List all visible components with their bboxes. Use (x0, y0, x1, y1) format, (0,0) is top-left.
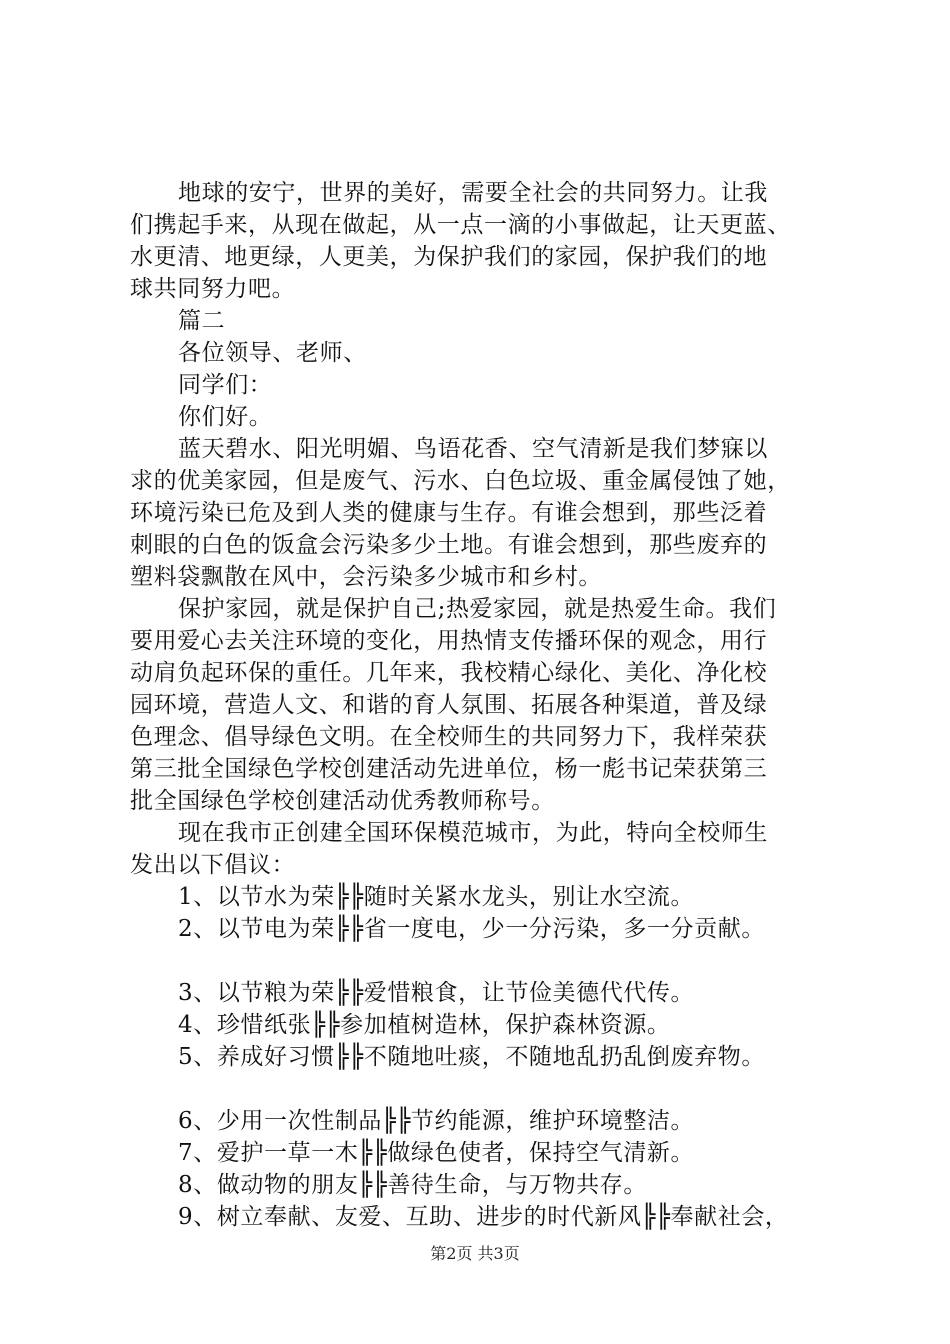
paragraph-line: 园环境，营造人文、和谐的育人氛围、拓展各种渠道，普及绿 (130, 692, 768, 718)
salutation-line: 各位领导、老师、 (178, 340, 367, 366)
list-item: 4、珍惜纸张╠╠参加植树造林，保护森林资源。 (178, 1012, 671, 1038)
blank-line (130, 945, 830, 977)
paragraph-line: 色理念、倡导绿色文明。在全校师生的共同努力下，我样荣获 (130, 724, 768, 750)
list-item: 2、以节电为荣╠╠省一度电，少一分污染，多一分贡献。 (178, 916, 765, 942)
paragraph-line: 们携起手来，从现在做起，从一点一滴的小事做起，让天更蓝、 (130, 212, 791, 238)
list-item: 5、养成好习惯╠╠不随地吐痰，不随地乱扔乱倒废弃物。 (178, 1044, 765, 1070)
paragraph-line: 环境污染已危及到人类的健康与生存。有谁会想到，那些泛着 (130, 500, 768, 526)
list-item: 1、以节水为荣╠╠随时关紧水龙头，别让水空流。 (178, 884, 695, 910)
paragraph-line: 第三批全国绿色学校创建活动先进单位，杨一彪书记荣获第三 (130, 756, 768, 782)
paragraph-line: 求的优美家园，但是废气、污水、白色垃圾、重金属侵蚀了她， (130, 468, 791, 494)
paragraph-line: 发出以下倡议： (130, 852, 296, 878)
salutation-line: 同学们： (178, 372, 273, 398)
page-number-footer: 第2页 共3页 (430, 1244, 520, 1263)
list-item: 7、爱护一草一木╠╠做绿色使者，保持空气清新。 (178, 1140, 695, 1166)
paragraph-line: 动肩负起环保的重任。几年来，我校精心绿化、美化、净化校 (130, 660, 768, 686)
list-item: 3、以节粮为荣╠╠爱惜粮食，让节俭美德代代传。 (178, 980, 695, 1006)
paragraph-line: 保护家园，就是保护自己;热爱家园，就是热爱生命。我们 (178, 596, 777, 622)
document-body (130, 177, 830, 1233)
paragraph-line: 球共同努力吧。 (130, 276, 296, 302)
paragraph-line: 塑料袋飘散在风中，会污染多少城市和乡村。 (130, 564, 602, 590)
paragraph-line: 蓝天碧水、阳光明媚、鸟语花香、空气清新是我们梦寐以 (178, 436, 768, 462)
greeting-line: 你们好。 (178, 404, 273, 430)
list-item: 8、做动物的朋友╠╠善待生命，与万物共存。 (178, 1172, 647, 1198)
paragraph-line: 地球的安宁，世界的美好，需要全社会的共同努力。让我 (178, 180, 768, 206)
list-item: 9、树立奉献、友爱、互助、进步的时代新风╠╠奉献社会， (178, 1204, 789, 1230)
paragraph-line: 水更清、地更绿，人更美，为保护我们的家园，保护我们的地 (130, 244, 768, 270)
paragraph-line: 刺眼的白色的饭盒会污染多少土地。有谁会想到，那些废弃的 (130, 532, 768, 558)
paragraph-line: 要用爱心去关注环境的变化，用热情支传播环保的观念，用行 (130, 628, 768, 654)
paragraph-line: 现在我市正创建全国环保模范城市，为此，特向全校师生 (178, 820, 768, 846)
blank-line (130, 1073, 830, 1105)
list-item: 6、少用一次性制品╠╠节约能源，维护环境整洁。 (178, 1108, 695, 1134)
section-heading: 篇二 (178, 308, 226, 334)
paragraph-line: 批全国绿色学校创建活动优秀教师称号。 (130, 788, 555, 814)
